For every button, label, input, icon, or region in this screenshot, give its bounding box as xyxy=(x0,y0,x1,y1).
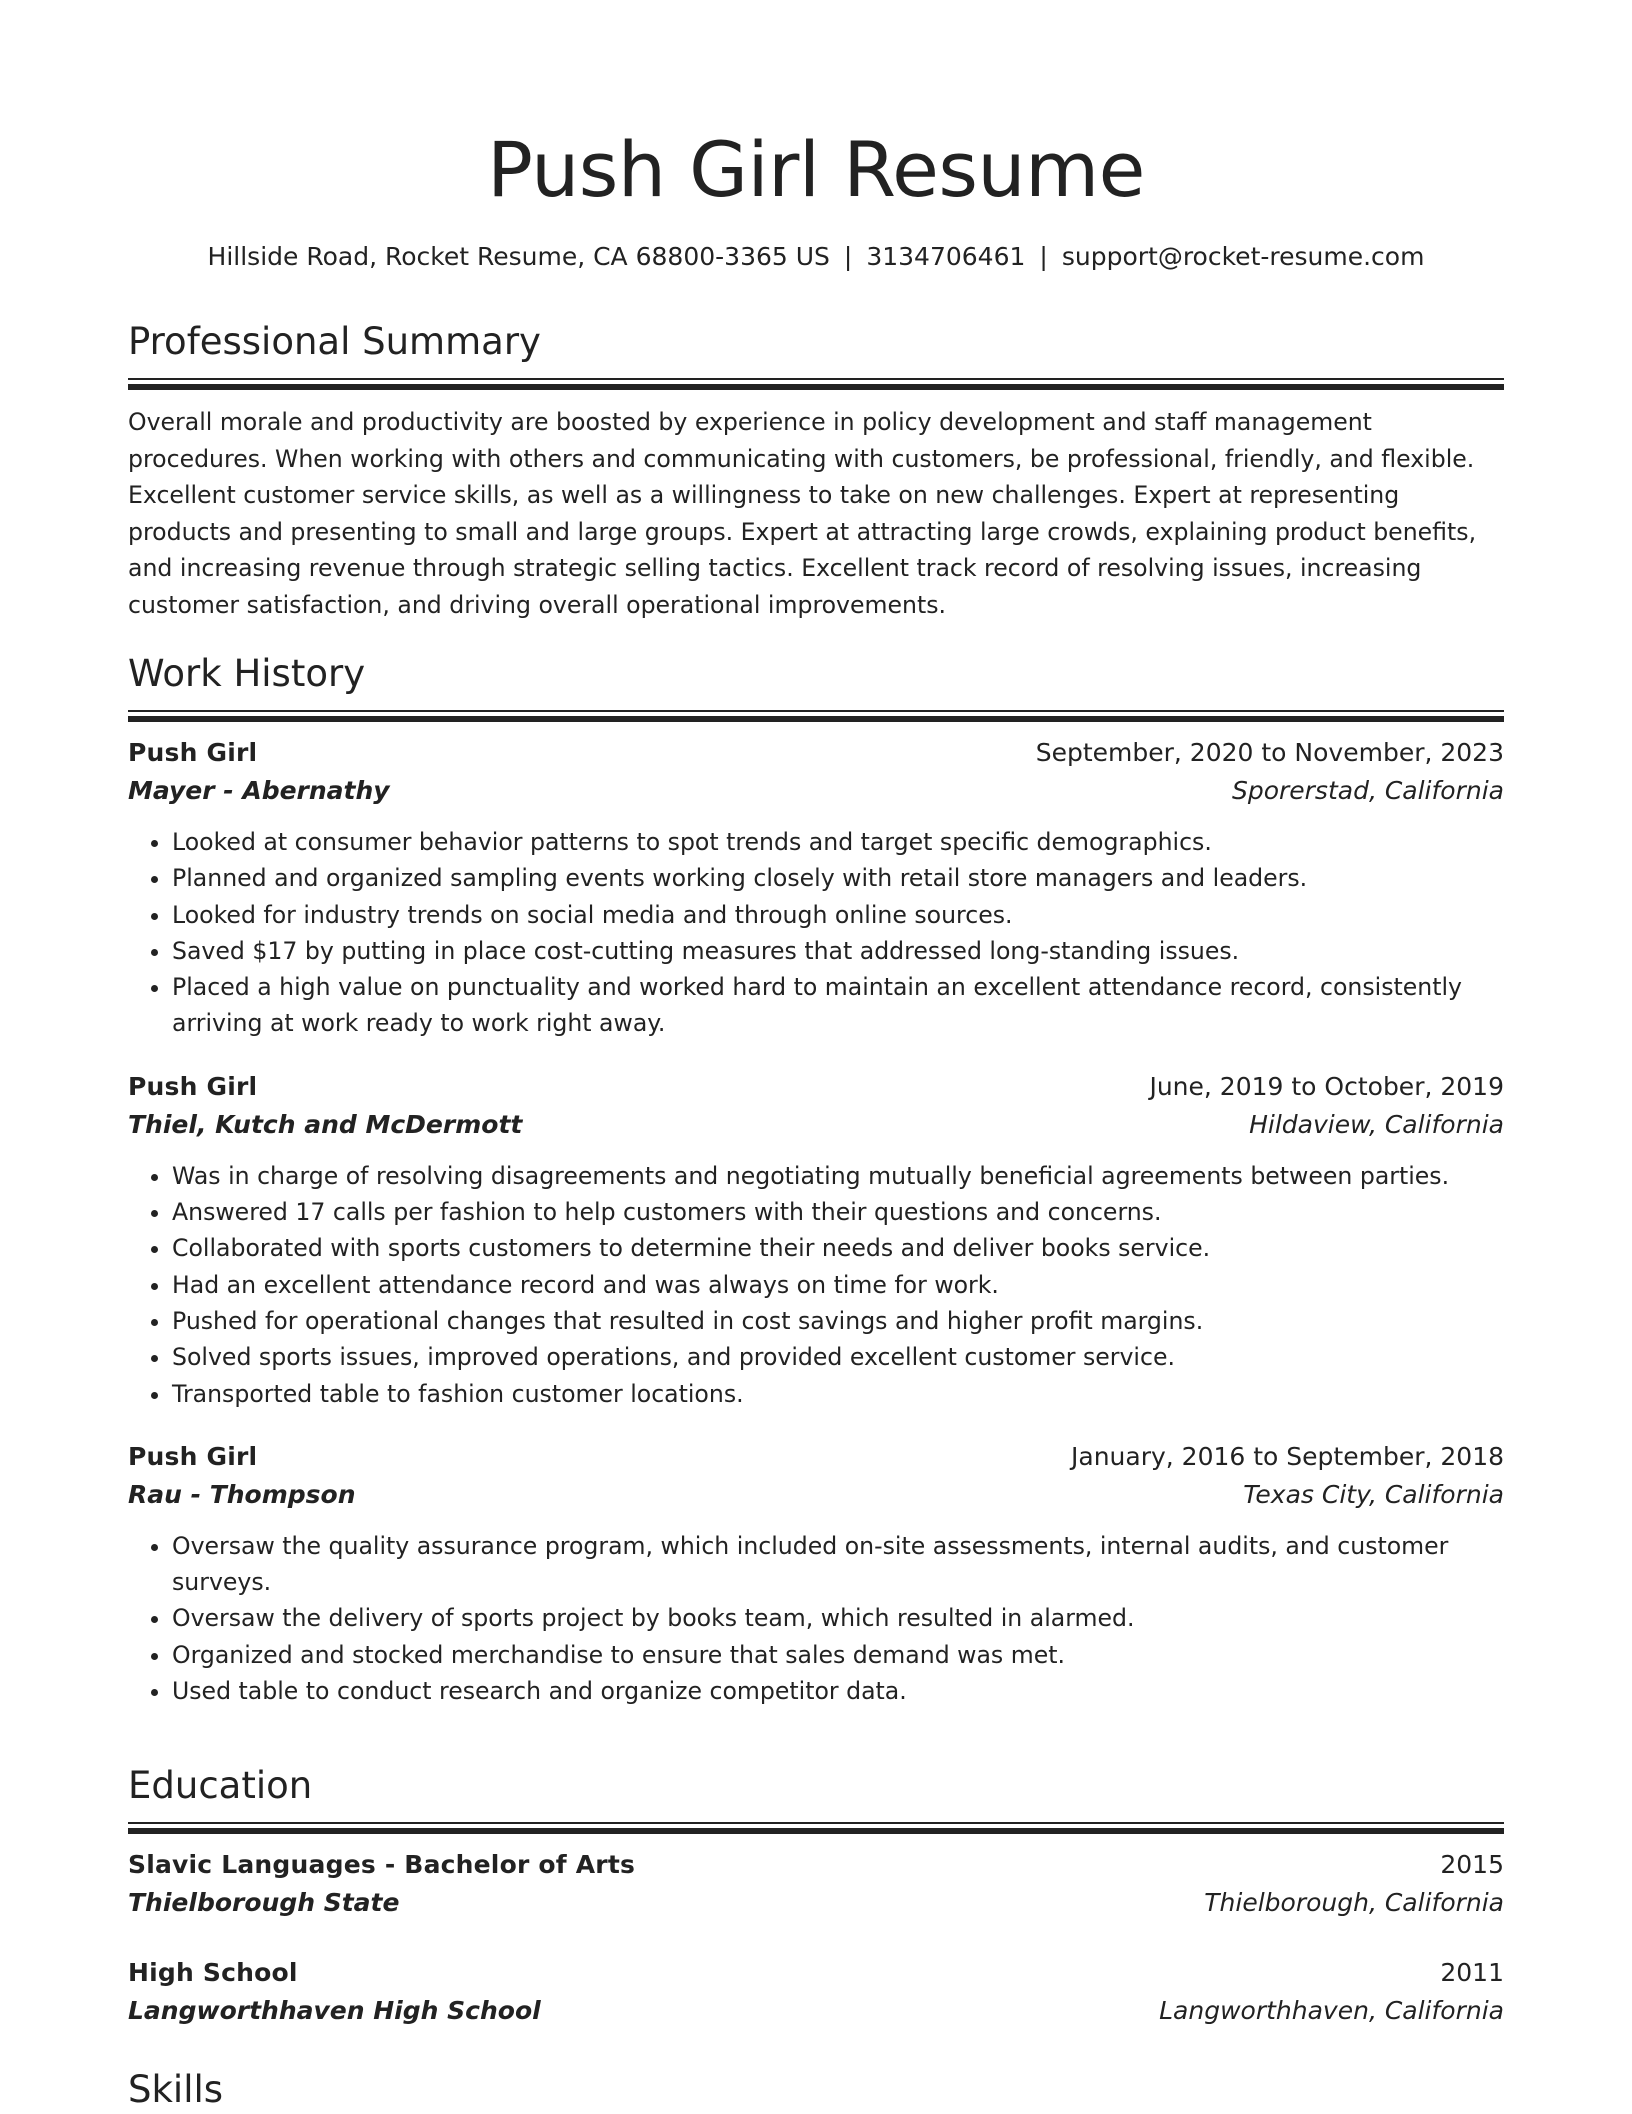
list-item: • Solved sports issues, improved operations, and provided excellent customer service. xyxy=(172,1339,1504,1375)
education-school: Langworthhaven High School xyxy=(128,1996,541,2025)
list-item: • Answered 17 calls per fashion to help customers with their questions and concerns. xyxy=(172,1194,1504,1230)
job-dates: January, 2016 to September, 2018 xyxy=(1071,1441,1504,1471)
section-title-skills: Skills xyxy=(128,2068,224,2111)
list-item: • Looked at consumer behavior patterns to spot trends and target specific demographics. xyxy=(172,824,1504,860)
contact-line xyxy=(128,240,1504,274)
job-company-row xyxy=(128,1106,1504,1144)
list-item: • Used table to conduct research and organize competitor data. xyxy=(172,1673,1504,1709)
job-entry xyxy=(128,734,1504,1042)
section-title-work: Work History xyxy=(128,652,366,695)
education-degree: Slavic Languages - Bachelor of Arts xyxy=(128,1850,636,1879)
job-bullets xyxy=(128,1528,1504,1709)
section-title-education: Education xyxy=(128,1764,313,1807)
education-header-row xyxy=(128,1954,1504,1992)
summary-text: Overall morale and productivity are boosted by experience in policy development and staff management procedures. When working with others and communicating with customers, be professional, friendly, and flexible. Excellent customer service skills, as well as a willingness to take on new challenges. Expert at representing products and presenting to small and large groups. Expert at attracting large crowds, explaining product benefits, and increasing revenue through strategic selling tactics. Excellent track record of resolving issues, increasing customer satisfaction, and driving overall operational improvements. xyxy=(128,408,1477,619)
section-rule xyxy=(128,378,1504,380)
job-dates: September, 2020 to November, 2023 xyxy=(1035,738,1504,767)
education-entry xyxy=(128,1954,1504,2030)
job-header-row xyxy=(128,734,1504,772)
education-degree: High School xyxy=(128,1958,298,1987)
education-year: 2011 xyxy=(1440,1958,1504,1987)
resume-page xyxy=(128,0,1504,2112)
education-school: Thielborough State xyxy=(128,1888,400,1917)
list-item: • Pushed for operational changes that resulted in cost savings and higher profit margins. xyxy=(172,1303,1504,1339)
job-company: Mayer - Abernathy xyxy=(128,776,390,805)
list-item: • Planned and organized sampling events working closely with retail store managers and leaders. xyxy=(172,860,1504,896)
education-year: 2015 xyxy=(1440,1850,1504,1879)
job-bullets xyxy=(128,1158,1504,1412)
list-item: • Had an excellent attendance record and was always on time for work. xyxy=(172,1267,1504,1303)
job-entry xyxy=(128,1438,1504,1709)
section-skills xyxy=(128,2066,1504,2114)
job-bullets xyxy=(128,824,1504,1042)
section-rule xyxy=(128,710,1504,712)
education-school-row xyxy=(128,1884,1504,1922)
contact-address: Hillside Road, Rocket Resume, CA 68800-3365 US xyxy=(207,242,830,271)
education-header-row xyxy=(128,1846,1504,1884)
contact-phone: 3134706461 xyxy=(866,242,1026,271)
list-item: • Oversaw the delivery of sports project by books team, which resulted in alarmed. xyxy=(172,1600,1504,1636)
contact-separator: | xyxy=(843,242,853,271)
section-rule-thick xyxy=(128,384,1504,390)
list-item: • Looked for industry trends on social media and through online sources. xyxy=(172,897,1504,933)
job-location: Hildaview, California xyxy=(1249,1109,1504,1139)
job-header-row xyxy=(128,1068,1504,1106)
job-title: Push Girl xyxy=(128,1441,258,1471)
job-title: Push Girl xyxy=(128,738,258,767)
section-summary xyxy=(128,318,1504,623)
job-company: Rau - Thompson xyxy=(128,1479,356,1509)
job-entry xyxy=(128,1068,1504,1412)
job-company: Thiel, Kutch and McDermott xyxy=(128,1109,523,1139)
list-item: • Was in charge of resolving disagreements and negotiating mutually beneficial agreements between parties. xyxy=(172,1158,1504,1194)
section-work-history xyxy=(128,650,1504,1709)
section-rule-thick xyxy=(128,1828,1504,1834)
list-item: • Placed a high value on punctuality and worked hard to maintain an excellent attendance record, consistently arriving at work ready to work right away. xyxy=(172,969,1504,1042)
contact-separator: | xyxy=(1039,242,1048,271)
list-item: • Collaborated with sports customers to determine their needs and deliver books service. xyxy=(172,1230,1504,1266)
section-education xyxy=(128,1762,1504,2030)
job-company-row xyxy=(128,1476,1504,1514)
education-school-row xyxy=(128,1992,1504,2030)
job-company-row xyxy=(128,772,1504,810)
section-rule-thick xyxy=(128,716,1504,722)
resume-name: Push Girl Resume xyxy=(487,125,1145,214)
list-item: • Oversaw the quality assurance program, which included on-site assessments, internal audits, and customer surveys. xyxy=(172,1528,1504,1601)
job-dates: June, 2019 to October, 2019 xyxy=(1149,1071,1504,1101)
list-item: • Saved $17 by putting in place cost-cutting measures that addressed long-standing issues. xyxy=(172,933,1504,969)
job-header-row xyxy=(128,1438,1504,1476)
job-location: Sporerstad, California xyxy=(1231,776,1504,805)
list-item: • Transported table to fashion customer locations. xyxy=(172,1376,1504,1412)
education-location: Thielborough, California xyxy=(1204,1888,1504,1917)
education-location: Langworthhaven, California xyxy=(1159,1996,1504,2025)
section-title-summary: Professional Summary xyxy=(128,320,541,363)
contact-email: support@rocket-resume.com xyxy=(1061,242,1425,271)
job-title: Push Girl xyxy=(128,1071,258,1101)
job-location: Texas City, California xyxy=(1243,1479,1504,1509)
section-rule xyxy=(128,1822,1504,1824)
list-item: • Organized and stocked merchandise to ensure that sales demand was met. xyxy=(172,1637,1504,1673)
education-entry xyxy=(128,1846,1504,1922)
